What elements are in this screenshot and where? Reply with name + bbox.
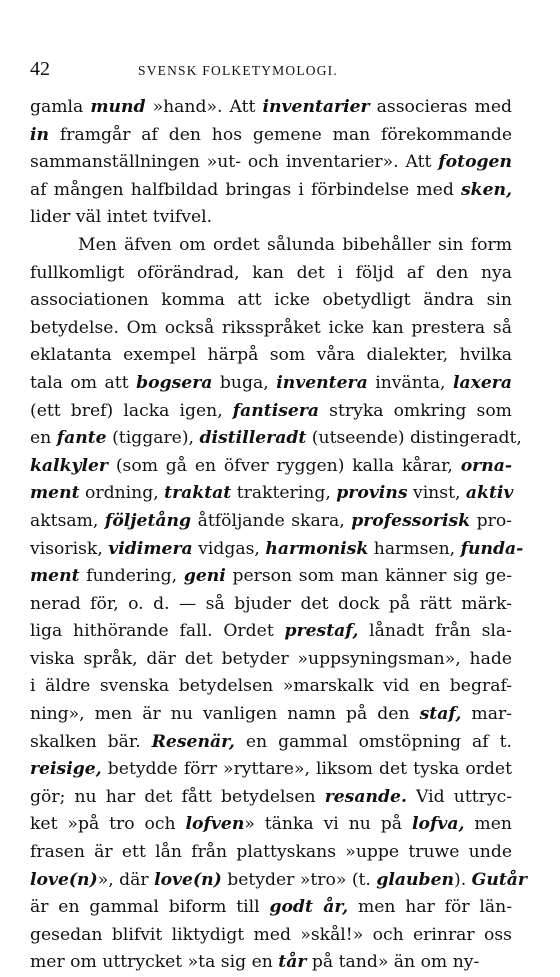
text-run: åtföljande skara,: [191, 510, 352, 531]
text-line: [30, 480, 512, 508]
emphasized-word: inventera: [276, 372, 368, 393]
text-run: associationen komma att icke obetydligt ändra sin: [30, 290, 512, 311]
text-run: vinst,: [407, 483, 466, 504]
text-line: [30, 453, 512, 481]
text-run: betydelse. Om också riksspråket icke kan prestera så: [30, 317, 512, 338]
text-run: viska språk, där det betyder »uppsyningsman», hade: [30, 648, 512, 669]
emphasized-word: distilleradt: [199, 428, 307, 449]
text-run: framgår af den hos gemene man förekommande: [49, 124, 512, 145]
emphasized-word: provins: [336, 483, 408, 504]
text-run: gesedan blifvit liktydigt med »skål!» och erinrar oss: [30, 924, 512, 945]
text-run: ket »på tro och: [30, 814, 186, 835]
text-run: på tand» än om ny-: [306, 952, 480, 973]
text-run: harmsen,: [368, 538, 461, 559]
text-run: (tiggare),: [106, 428, 200, 449]
text-run: aktsam,: [30, 510, 105, 531]
text-run: Men äfven om ordet sålunda bibehåller sin form: [78, 234, 512, 255]
text-run: lånadt från sla-: [358, 621, 512, 642]
text-run: ).: [454, 869, 472, 890]
text-line: [30, 949, 512, 977]
text-line: [30, 536, 524, 564]
emphasized-word: vidimera: [108, 538, 193, 559]
text-run: ordning,: [79, 483, 165, 504]
text-run: traktering,: [231, 483, 337, 504]
text-run: mar-: [461, 704, 512, 725]
text-run: vidgas,: [192, 538, 266, 559]
text-run: i äldre svenska betydelsen »marskalk vid en begraf-: [30, 676, 512, 697]
text-run: är en gammal biform till: [30, 897, 270, 918]
emphasized-word: ment: [30, 566, 80, 587]
emphasized-word: in: [30, 124, 50, 145]
emphasized-word: lofven: [185, 814, 245, 835]
text-line: [30, 177, 512, 205]
emphasized-word: resande.: [324, 786, 407, 807]
text-run: eklatanta exempel härpå som våra dialekter, hvilka: [30, 345, 512, 366]
emphasized-word: aktiv: [465, 483, 514, 504]
text-line: [30, 591, 512, 619]
emphasized-word: orna-: [460, 455, 512, 476]
emphasized-word: inventarier: [262, 97, 370, 117]
text-line: [30, 673, 512, 701]
emphasized-word: lofva,: [412, 814, 465, 835]
text-run: Vid uttryc-: [406, 786, 512, 807]
emphasized-word: love(n): [154, 869, 222, 890]
text-line: [30, 425, 522, 453]
text-run: invänta,: [367, 372, 453, 393]
emphasized-word: geni: [183, 566, 226, 587]
emphasized-word: love(n): [30, 869, 98, 890]
text-run: betyder »tro» (t.: [221, 869, 377, 890]
emphasized-word: godt år,: [269, 897, 349, 918]
text-run: », där: [97, 869, 155, 890]
text-line: [30, 867, 527, 895]
text-run: visorisk,: [30, 538, 109, 559]
text-run: (ett bref) lacka igen,: [30, 400, 233, 421]
text-run: ning», men är nu vanligen namn på den: [30, 704, 420, 725]
emphasized-word: harmonisk: [265, 538, 369, 559]
text-line: [30, 287, 512, 315]
text-run: » tänka vi nu på: [244, 814, 412, 835]
text-run: (utseende) distingeradt,: [306, 428, 522, 449]
text-run: men har för län-: [348, 897, 512, 918]
text-line: [30, 922, 512, 950]
text-line: [30, 646, 512, 674]
text-run: lider väl intet tvifvel.: [30, 207, 213, 228]
text-run: mer om uttrycket »ta sig en: [30, 952, 279, 973]
text-line: [30, 839, 512, 867]
text-run: sammanställningen »ut- och inventarier». Att: [30, 152, 439, 173]
text-run: fullkomligt oförändrad, kan det i följd af den nya: [30, 262, 512, 283]
emphasized-word: reisige,: [30, 759, 102, 780]
text-line: [30, 784, 512, 812]
emphasized-word: professorisk: [351, 510, 471, 531]
emphasized-word: bogsera: [136, 372, 213, 393]
running-head: [30, 58, 512, 86]
text-line: [30, 122, 512, 150]
emphasized-word: Resenär,: [151, 731, 235, 752]
text-line: [30, 563, 512, 591]
text-line: [30, 204, 512, 232]
text-run: liga hithörande fall. Ordet: [30, 621, 285, 642]
text-line: [30, 618, 512, 646]
text-run: af mången halfbildad bringas i förbindelse med: [30, 179, 461, 200]
page-number: 42: [30, 58, 50, 80]
emphasized-word: följetång: [104, 510, 192, 531]
emphasized-word: traktat: [164, 483, 232, 504]
text-run: person som man känner sig ge-: [225, 566, 512, 587]
text-run: stryka omkring som: [319, 400, 512, 421]
emphasized-word: funda-: [460, 538, 524, 559]
emphasized-word: tår: [278, 952, 307, 973]
emphasized-word: prestaf,: [284, 621, 359, 642]
text-line: [30, 260, 512, 288]
text-run: buga,: [212, 372, 277, 393]
text-line: [30, 701, 512, 729]
text-line: [30, 508, 512, 536]
emphasized-word: fante: [56, 428, 107, 449]
emphasized-word: laxera: [452, 372, 512, 393]
body-text: [30, 94, 527, 977]
emphasized-word: glauben: [376, 869, 455, 890]
text-run: pro-: [470, 510, 512, 531]
text-run: betydde förr »ryttare», liksom det tyska ordet: [101, 759, 512, 780]
emphasized-word: ment: [30, 483, 80, 504]
book-page: [30, 58, 527, 977]
text-line: [30, 756, 512, 784]
text-run: (som gå en öfver ryggen) kalla kårar,: [108, 455, 461, 476]
running-title: SVENSK FOLKETYMOLOGI.: [138, 63, 338, 78]
text-run: en: [30, 428, 57, 449]
text-run: nerad för, o. d. — så bjuder det dock på rätt märk-: [30, 593, 512, 614]
text-line: [30, 398, 512, 426]
emphasized-word: mund: [90, 97, 146, 117]
text-line: [30, 894, 512, 922]
emphasized-word: sken,: [460, 179, 512, 200]
text-run: gamla: [30, 97, 91, 117]
text-run: skalken bär.: [30, 731, 152, 752]
emphasized-word: fotogen: [438, 152, 512, 173]
text-run: men: [464, 814, 512, 835]
text-line: [30, 811, 512, 839]
emphasized-word: kalkyler: [30, 455, 108, 476]
text-run: en gammal omstöpning af t.: [234, 731, 512, 752]
emphasized-word: Gutår: [471, 869, 527, 890]
text-run: tala om att: [30, 372, 137, 393]
text-line: [30, 149, 512, 177]
text-run: fundering,: [79, 566, 184, 587]
text-run: frasen är ett lån från plattyskans »uppe truwe unde: [30, 842, 512, 863]
emphasized-word: staf,: [419, 704, 462, 725]
text-line: [30, 729, 512, 757]
text-run: gör; nu har det fått betydelsen: [30, 786, 325, 807]
emphasized-word: fantisera: [232, 400, 320, 421]
text-line: [30, 315, 512, 343]
text-line: [30, 370, 512, 398]
text-line: [30, 232, 512, 260]
text-run: associeras med: [369, 97, 512, 117]
text-line: [30, 342, 512, 370]
text-line: [30, 94, 512, 122]
text-run: »hand». Att: [145, 97, 263, 117]
